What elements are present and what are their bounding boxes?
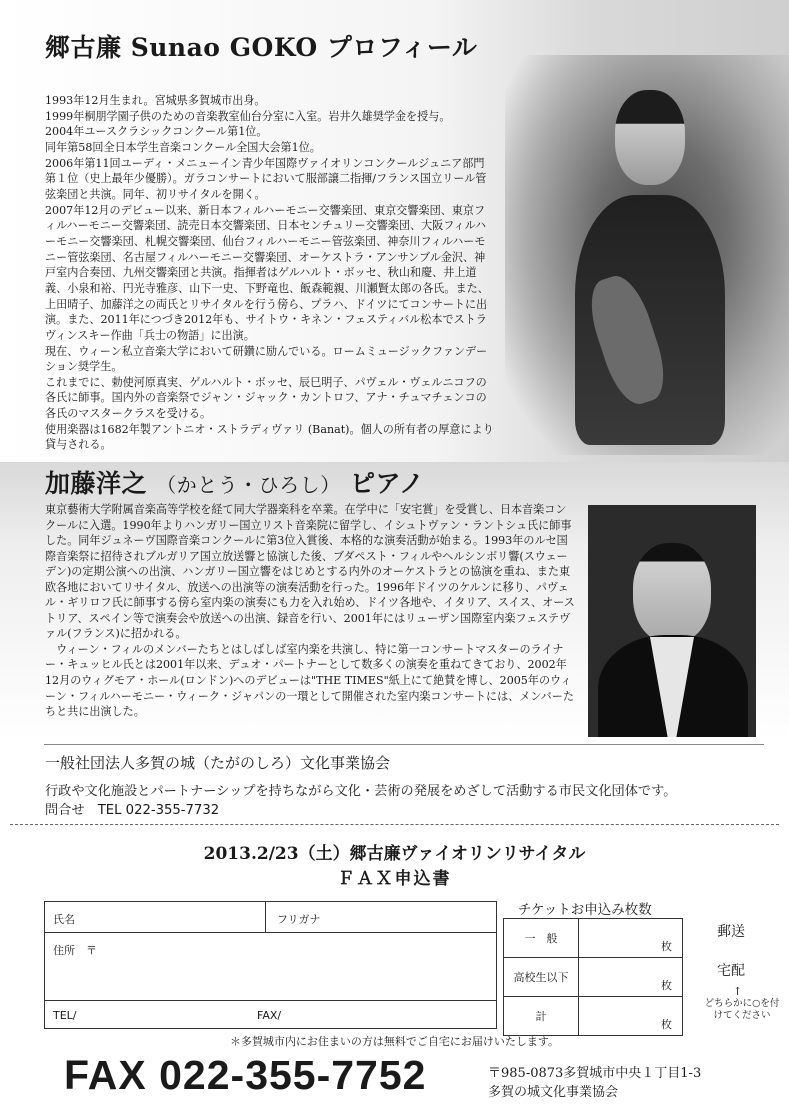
- up-arrow-icon: ↑: [733, 985, 743, 998]
- bio-paragraph: 現在、ウィーン私立音楽大学において研鑽に励んでいる。ロームミュージックファンデーション奨学生。: [45, 344, 488, 374]
- pianist-bio: [45, 502, 575, 720]
- delivery-footnote: ＊多賀城市内にお住まいの方は無料でご自宅にお届けいたします。: [229, 1035, 560, 1048]
- bio-paragraph: これまでに、勅使河原真実、ゲルハルト・ボッセ、辰巳明子、パヴェル・ヴェルニコフの各氏に師事。国内外の音楽祭でジャン・ジャック・カントロフ、アナ・チュマチェンコの各氏のマスタークラスを受ける。: [45, 375, 487, 421]
- tickets-title: チケットお申込み枚数: [518, 902, 652, 918]
- ticket-count-field[interactable]: 枚: [579, 919, 683, 958]
- pianist-photo: [588, 505, 756, 737]
- bio-paragraph: 1999年桐朋学園子供のための音楽教室仙台分室に入室。岩井久雄奨学金を授与。: [45, 109, 451, 123]
- delivery-home-option[interactable]: 宅配: [717, 963, 745, 979]
- organization-name: 一般社団法人多賀の城（たがのしろ）文化事業協会: [45, 754, 391, 772]
- form-event-title: 2013.2/23（土）郷古廉ヴァイオリンリサイタル: [203, 844, 586, 864]
- bio-paragraph: 2007年12月のデビュー以来、新日本フィルハーモニー交響楽団、東京交響楽団、東京フィルハーモニー交響楽団、読売日本交響楽団、日本センチュリー交響楽団、大阪フィルハーモニー交響楽団、札幌交響楽団、仙台フィルハーモニー管弦楽団、神奈川フィルハーモニー管弦楽団、名古屋フィルハーモニー交響楽団、オーケストラ・アンサンブル金沢、神戸室内合奏団、九州交響楽団と共演。指揮者はゲルハルト・ボッセ、秋山和慶、井上道義、小泉和裕、円光寺雅彦、山下一史、下野竜也、飯森範親、川瀬賢太郎の各氏。また、上田晴子、加藤洋之の両氏とリサイタルを行う傍ら、プラハ、ドイツにてコンサートに出演。また、2011年につづき2012年も、サイトウ・キネン・フェスティバル松本でストラヴィンスキー作曲「兵士の物語」に出演。: [45, 203, 489, 342]
- furigana-label: フリガナ: [277, 913, 321, 926]
- table-row: [504, 958, 683, 997]
- pianist-head: [633, 543, 711, 643]
- form-title: ＦＡＸ申込書: [337, 869, 452, 889]
- pianist-title: [45, 464, 424, 500]
- table-row: [504, 919, 683, 958]
- violinist-title: 郷古廉 Sunao GOKO プロフィール: [45, 33, 478, 62]
- bio-paragraph: 2006年第11回ユーディ・メニューイン青少年国際ヴァイオリンコンクールジュニア部門第１位（史上最年少優勝）。ガラコンサートにおいて服部譲二指揮/フランス国立リール管弦楽団と共演。同年、初リサイタルを開く。: [45, 156, 487, 201]
- bio-paragraph: ウィーン・フィルのメンバーたちとはしばしば室内楽を共演し、特に第一コンサートマスターのライナー・キュッヒル氏とは2001年以来、デュオ・パートナーとして数多くの演奏を重ねてきており、2002年12月のウィグモア・ホール(ロンドン)へのデビューは"THE TIMES"紙上にて絶賛を博し、2005年のウィーン・フィルハーモニー・ウィーク・ジャパンの一環として開催された室内楽コンサートには、メンバーたちと共に出演した。: [45, 642, 574, 719]
- violinist-photo: [505, 55, 789, 455]
- organization-description: 行政や文化施設とパートナーシップを持ちながら文化・芸術の発展をめざして活動する市民文化団体です。: [45, 784, 677, 799]
- table-row: [504, 997, 683, 1036]
- address-label: 住所 〒: [53, 944, 97, 957]
- bio-paragraph: 東京藝術大学附属音楽高等学校を経て同大学器楽科を卒業。在学中に「安宅賞」を受賞し、日本音楽コンクールに入選。1990年よりハンガリー国立リスト音楽院に留学し、イシュトヴァン・ラントシュ氏に師事した。同年ジュネーヴ国際音楽コンクールに第3位入賞後、本格的な演奏活動が始まる。1993年のルセ国際音楽祭に招待されブルガリア国立放送響と協演した後、ブダペスト・フィルやヘルシンボリ響(スウェーデン)の定期公演への出演、ハンガリー国立響をはじめとする内外のオーケストラとの協演を重ね、また東欧各地においてリサイタル、放送への出演等の演奏活動を行った。1996年ドイツのケルンに移り、パヴェル・ギリロフ氏に師事する傍ら室内楽の演奏にも力を入れ始め、ドイツ各地や、イタリア、スイス、オーストリア、スペイン等で演奏会や放送への出演、録音を行い、2001年にはリューザン国際室内楽フェステヴァル(フランス)に招かれる。: [45, 503, 575, 641]
- field-divider: [265, 902, 266, 932]
- violinist-bio: [45, 93, 495, 453]
- tickets-table: [503, 918, 683, 1036]
- bio-paragraph: 1993年12月生まれ。宮城県多賀城市出身。: [45, 94, 266, 107]
- ticket-count-field[interactable]: 枚: [579, 958, 683, 997]
- fax-label: FAX/: [257, 1009, 282, 1022]
- delivery-mail-option[interactable]: 郵送: [717, 924, 745, 940]
- name-label: 氏名: [53, 913, 75, 926]
- row-divider: [45, 1000, 496, 1001]
- address-line-2: 多賀の城文化事業協会: [488, 1085, 619, 1100]
- bio-paragraph: 同年第58回全日本学生音楽コンクール全国大会第1位。: [45, 140, 321, 154]
- ticket-label: 一 般: [504, 919, 579, 958]
- applicant-form: [44, 901, 497, 1029]
- ticket-total-field[interactable]: 枚: [579, 997, 683, 1036]
- address-line-1: 〒985-0873多賀城市中央１丁目1-3: [488, 1066, 702, 1081]
- pianist-reading: （かとう・ひろし）: [156, 473, 341, 497]
- organization-contact: 問合せ TEL 022-355-7732: [45, 803, 220, 818]
- violinist-face: [615, 90, 685, 185]
- tel-label: TEL/: [53, 1009, 77, 1022]
- fax-number: FAX 022-355-7752: [64, 1052, 427, 1098]
- pianist-instrument: ピアノ: [349, 469, 425, 498]
- pianist-name: 加藤洋之: [45, 469, 148, 498]
- divider: [44, 744, 764, 745]
- row-divider: [45, 932, 496, 933]
- ticket-label: 高校生以下: [504, 958, 579, 997]
- bio-paragraph: 使用楽器は1682年製アントニオ・ストラディヴァリ (Banat)。個人の所有者の厚意により貸与される。: [45, 422, 494, 452]
- cut-line: [10, 824, 779, 825]
- bio-paragraph: 2004年ユースクラシックコンクール第1位。: [45, 125, 268, 139]
- ticket-label: 計: [504, 997, 579, 1036]
- delivery-note: どちらかに○を付けてください: [704, 998, 780, 1021]
